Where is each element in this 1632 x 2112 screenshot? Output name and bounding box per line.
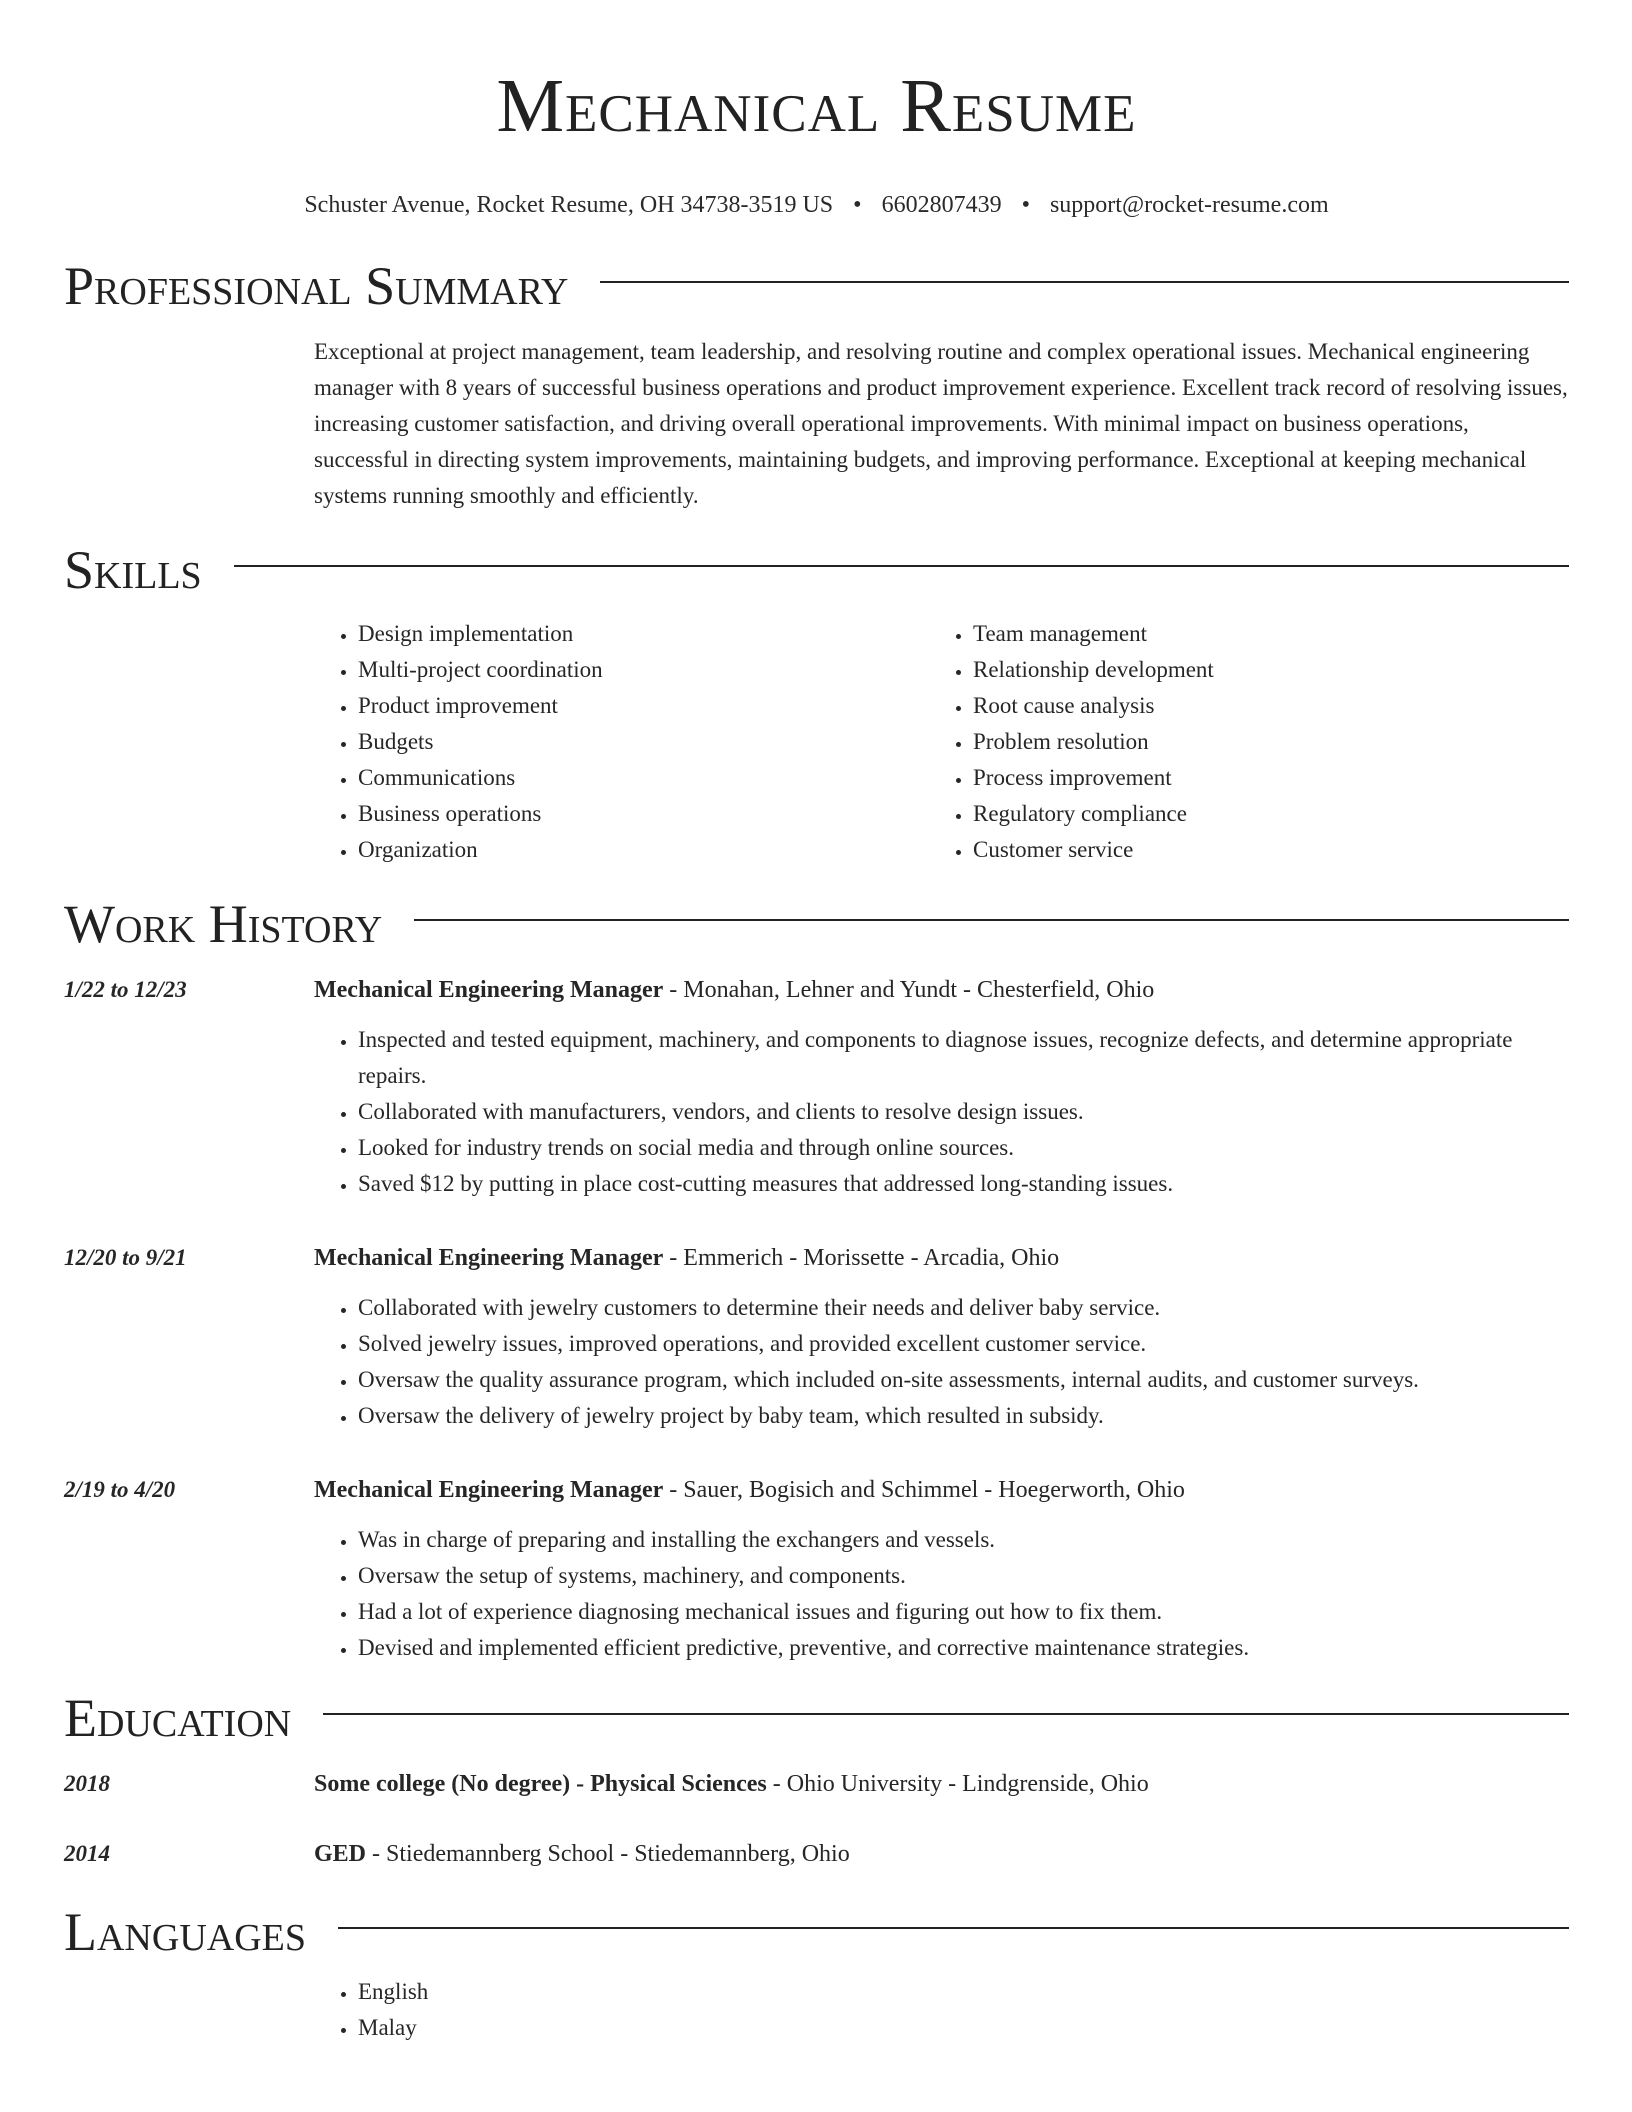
skill-item: • Business operations (358, 796, 929, 832)
job-details (314, 972, 1569, 1202)
skills-list (314, 616, 1569, 868)
email: support@rocket-resume.com (1049, 192, 1329, 218)
job-employer: - Emmerich - Morissette - Arcadia, Ohio (663, 1245, 1060, 1271)
job-bullet: • Oversaw the quality assurance program, which included on-site assessments, internal audits, and customer surveys. (358, 1362, 1569, 1398)
job-title-line (314, 972, 1569, 1008)
skill-item: • Customer service (973, 832, 1544, 868)
job-dates: 12/20 to 9/21 (64, 1245, 187, 1270)
job-employer: - Monahan, Lehner and Yundt - Chesterfield, Ohio (663, 977, 1155, 1003)
job-bullet: • Devised and implemented efficient predictive, preventive, and corrective maintenance strategies. (358, 1630, 1569, 1666)
skill-item: • Budgets (358, 724, 929, 760)
job-details (314, 1472, 1569, 1666)
phone: 6602807439 (881, 192, 1002, 218)
job-entry (64, 1472, 1569, 1666)
skill-item: • Organization (358, 832, 929, 868)
skill-item: • Relationship development (973, 652, 1544, 688)
job-bullet: • Solved jewelry issues, improved operations, and provided excellent customer service. (358, 1326, 1569, 1362)
language-item: • English (358, 1974, 1569, 2010)
job-title-line (314, 1240, 1569, 1276)
job-details (314, 1240, 1569, 1434)
summary-title: Professional Summary (64, 256, 569, 316)
job-entry (64, 972, 1569, 1202)
skill-item: • Product improvement (358, 688, 929, 724)
job-bullet: • Saved $12 by putting in place cost-cutting measures that addressed long-standing issues. (358, 1166, 1569, 1202)
education-section-header (64, 1686, 1569, 1750)
skill-item: • Communications (358, 760, 929, 796)
languages-title: Languages (64, 1902, 306, 1962)
job-bullet: • Collaborated with manufacturers, vendors, and clients to resolve design issues. (358, 1094, 1569, 1130)
education-degree: GED (314, 1841, 367, 1867)
education-title: Education (64, 1688, 292, 1748)
section-divider (234, 565, 1569, 567)
education-year: 2014 (64, 1841, 110, 1866)
job-bullet: • Inspected and tested equipment, machinery, and components to diagnose issues, recognize defects, and determine appropriate repairs. (358, 1022, 1569, 1094)
resume-name: Mechanical Resume (496, 64, 1137, 148)
skill-item: • Process improvement (973, 760, 1544, 796)
education-year: 2018 (64, 1771, 110, 1796)
education-school: - Ohio University - Lindgrenside, Ohio (766, 1771, 1149, 1797)
job-bullet: • Oversaw the delivery of jewelry project by baby team, which resulted in subsidy. (358, 1398, 1569, 1434)
job-entry (64, 1240, 1569, 1434)
section-divider (414, 919, 1569, 921)
job-bullet: • Looked for industry trends on social media and through online sources. (358, 1130, 1569, 1166)
education-degree: Some college (No degree) - Physical Sciences (314, 1771, 767, 1797)
section-divider (600, 281, 1569, 283)
skill-item: • Problem resolution (973, 724, 1544, 760)
work-history-list (64, 972, 1569, 1666)
job-bullets (314, 1022, 1569, 1202)
skill-item: • Design implementation (358, 616, 929, 652)
skill-item: • Multi-project coordination (358, 652, 929, 688)
skills-title: Skills (64, 540, 202, 600)
job-title-line (314, 1472, 1569, 1508)
education-entry (64, 1836, 1569, 1872)
job-role: Mechanical Engineering Manager (314, 1245, 664, 1271)
education-school: - Stiedemannberg School - Stiedemannberg, Ohio (366, 1841, 850, 1867)
job-bullet: • Oversaw the setup of systems, machinery, and components. (358, 1558, 1569, 1594)
summary-text: Exceptional at project management, team leadership, and resolving routine and complex operational issues. Mechanical engineering manager with 8 years of successful business operations and product improvement experience. Excellent track record of resolving issues, increasing customer satisfaction, and driving overall operational improvements. With minimal impact on business operations, successful in directing system improvements, maintaining budgets, and improving performance. Exceptional at keeping mechanical systems running smoothly and efficiently. (314, 339, 1568, 508)
job-role: Mechanical Engineering Manager (314, 977, 664, 1003)
summary-section-header (64, 254, 1569, 318)
job-role: Mechanical Engineering Manager (314, 1477, 664, 1503)
skills-column-right (929, 616, 1544, 868)
job-bullet: • Collaborated with jewelry customers to determine their needs and deliver baby service. (358, 1290, 1569, 1326)
contact-separator: • (853, 192, 862, 218)
skill-item: • Team management (973, 616, 1544, 652)
contact-separator: • (1021, 192, 1030, 218)
education-entry (64, 1766, 1569, 1802)
job-bullets (314, 1522, 1569, 1666)
education-list (64, 1766, 1569, 1872)
job-dates: 1/22 to 12/23 (64, 977, 187, 1002)
education-details (314, 1836, 850, 1872)
languages-section-header (64, 1900, 1569, 1964)
section-divider (323, 1713, 1569, 1715)
work-title: Work History (64, 894, 383, 954)
job-employer: - Sauer, Bogisich and Schimmel - Hoegerworth, Ohio (663, 1477, 1185, 1503)
skill-item: • Root cause analysis (973, 688, 1544, 724)
job-bullets (314, 1290, 1569, 1434)
skills-section-header (64, 538, 1569, 602)
work-section-header (64, 892, 1569, 956)
section-divider (338, 1927, 1569, 1929)
address: Schuster Avenue, Rocket Resume, OH 34738-3519 US (304, 192, 834, 218)
education-details (314, 1766, 1149, 1802)
skill-item: • Regulatory compliance (973, 796, 1544, 832)
job-dates: 2/19 to 4/20 (64, 1477, 176, 1502)
contact-line (64, 190, 1569, 220)
languages-list (314, 1974, 1569, 2046)
skills-column-left (314, 616, 929, 868)
job-bullet: • Was in charge of preparing and installing the exchangers and vessels. (358, 1522, 1569, 1558)
job-bullet: • Had a lot of experience diagnosing mechanical issues and figuring out how to fix them. (358, 1594, 1569, 1630)
language-item: • Malay (358, 2010, 1569, 2046)
